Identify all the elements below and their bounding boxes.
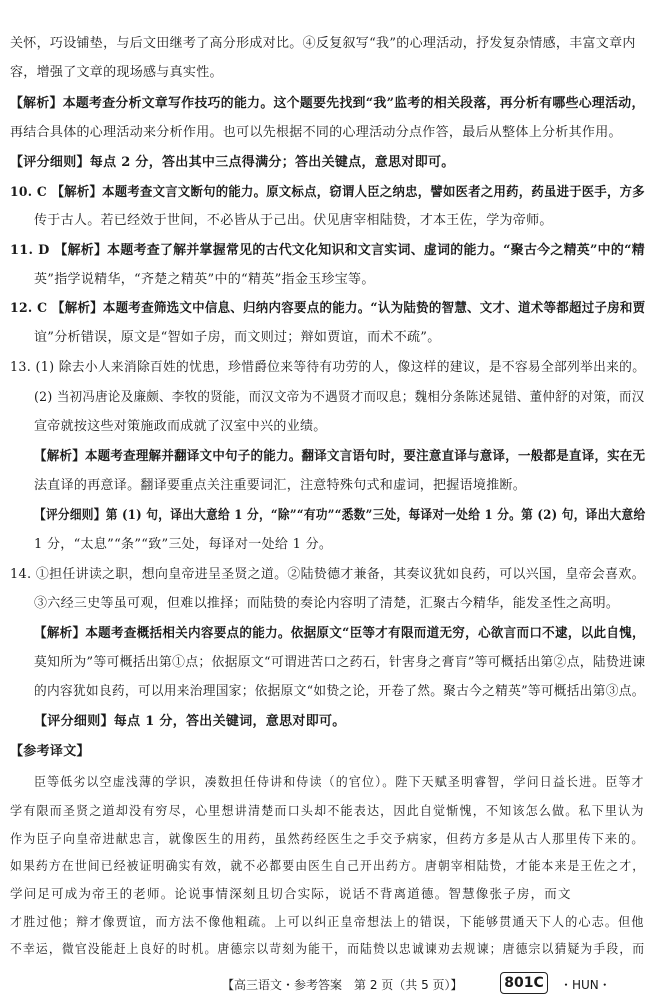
text-line: 如果药方在世间已经被证明确实有效，就不必都要由医生自己开出药方。唐朝宰相陆贽，才能本来是王佐之才，	[10, 858, 646, 873]
footer-page-info: 【高三语文・参考答案 第 2 页（共 5 页）】	[222, 978, 463, 992]
text-line: 13. (1) 除去小人来消除百姓的忧患，珍惜爵位来等待有功劳的人，像这样的建议，是不容易全部列举出来的。	[10, 360, 646, 375]
text-line: 学问足可成为帝王的老师。论说事情深刻且切合实际，说话不背离道德。智慧像张子房，而文	[10, 886, 572, 901]
text-line: 再结合具体的心理活动来分析作用。也可以先根据不同的心理活动分点作答，最后从整体上分析其作用。	[10, 125, 622, 140]
text-line: 法直译的再意译。翻译要重点关注重要词汇，注意特殊句式和虚词，把握语境推断。	[34, 478, 527, 493]
text-line: 【参考译文】	[10, 744, 90, 759]
text-line: 【评分细则】每点 2 分，答出其中三点得满分；答出关键点，意思对即可。	[10, 155, 455, 170]
text-line: 1 分，“太息”“条”“致”三处，每译对一处给 1 分。	[34, 537, 333, 552]
text-line: 12. C 【解析】本题考查筛选文中信息、归纳内容要点的能力。“认为陆贽的智慧、文才、道术等都超过子房和贾	[10, 301, 646, 316]
text-line: ③六经三史等虽可观，但难以推择；而陆贽的奏论内容明了清楚，汇聚古今精华，能发圣性之高明。	[34, 596, 620, 611]
text-line: 关怀，巧设铺垫，与后文田继考了高分形成对比。④反复叙写“我”的心理活动，抒发复杂情感，丰富文章内	[10, 36, 636, 51]
text-line: 宣帝就按这些对策施政而成就了汉室中兴的业绩。	[34, 419, 327, 434]
text-line: 【解析】本题考查分析文章写作技巧的能力。这个题要先找到“我”监考的相关段落，再分析有哪些心理活动，	[10, 96, 645, 111]
text-line: 传于古人。若已经效于世间，不必皆从于己出。伏见唐宰相陆贽，才本王佐，学为帝师。	[34, 213, 553, 228]
text-line: 【解析】本题考查概括相关内容要点的能力。依据原文“臣等才有限而道无穷，心欲言而口不逮，以此自愧，	[34, 626, 645, 641]
text-line: 作为臣子向皇帝进献忠言，就像医生的用药，虽然药经医生之手交予病家，但药方多是从古人那里传下来的。	[10, 831, 645, 846]
text-line: 莫知所为”等可概括出第①点；依据原文“可谓进苦口之药石，针害身之膏肓”等可概括出第②点，陆贽进谏	[34, 655, 646, 670]
page-footer	[0, 972, 653, 998]
text-line: 11. D 【解析】本题考查了解并掌握常见的古代文化知识和文言实词、虚词的能力。“聚古今之精英”中的“精	[10, 243, 645, 258]
text-line: 的内容犹如良药，可以用来治理国家；依据原文“如贽之论，开卷了然。聚古今之精英”等可概括出第③点。	[34, 684, 645, 699]
region-tag: ・HUN・	[560, 978, 611, 992]
text-line: 【解析】本题考查理解并翻译文中句子的能力。翻译文言语句时，要注意直译与意译，一般都是直译，实在无	[34, 449, 646, 464]
text-line: 10. C 【解析】本题考查文言文断句的能力。原文标点，窃谓人臣之纳忠，譬如医者之用药，药虽进于医手，方多	[10, 185, 645, 200]
text-line: 才胜过他；辩才像贾谊，而方法不像他粗疏。上可以纠正皇帝想法上的错误，下能够贯通天下人的心志。但他	[10, 914, 645, 929]
text-line: 臣等低劣以空虚浅薄的学识，凑数担任侍讲和侍读（的官位）。陛下天赋圣明睿智，学问日益长进。臣等才	[34, 774, 645, 789]
text-line: 容，增强了文章的现场感与真实性。	[10, 65, 223, 80]
text-line: 不幸运，微官没能赶上良好的时机。唐德宗以苛刻为能干，而陆贽以忠诚谏劝去规谏；唐德宗以猜疑为手段，而	[10, 941, 646, 956]
text-line: 谊”分析错误，原文是“智如子房，而文则过；辩如贾谊，而术不疏”。	[34, 330, 441, 345]
text-line: 【评分细则】第 (1) 句，译出大意给 1 分，“除”“有功”“悉数”三处，每译对一处给 1 分。第 (2) 句，译出大意给	[34, 508, 646, 523]
text-line: 14. ①担任讲读之职，想向皇帝进呈圣贤之道。②陆贽德才兼备，其奏议犹如良药，可以兴国，皇帝会喜欢。	[10, 567, 645, 582]
text-line: 英”指学说精华，“齐楚之精英”中的“精英”指金玉珍宝等。	[34, 272, 375, 287]
text-line: (2) 当初冯唐论及廉颇、李牧的贤能，而汉文帝为不遇贤才而叹息；魏相分条陈述晁错、董仲舒的对策，而汉	[34, 390, 645, 405]
paper-code-badge: 801C	[500, 972, 548, 994]
text-line: 【评分细则】每点 1 分，答出关键词，意思对即可。	[34, 714, 346, 729]
text-line: 学有限而圣贤之道却没有穷尽，心里想讲清楚而口头却不能表达，因此自觉惭愧，不知该怎么做。私下里认为	[10, 803, 645, 818]
